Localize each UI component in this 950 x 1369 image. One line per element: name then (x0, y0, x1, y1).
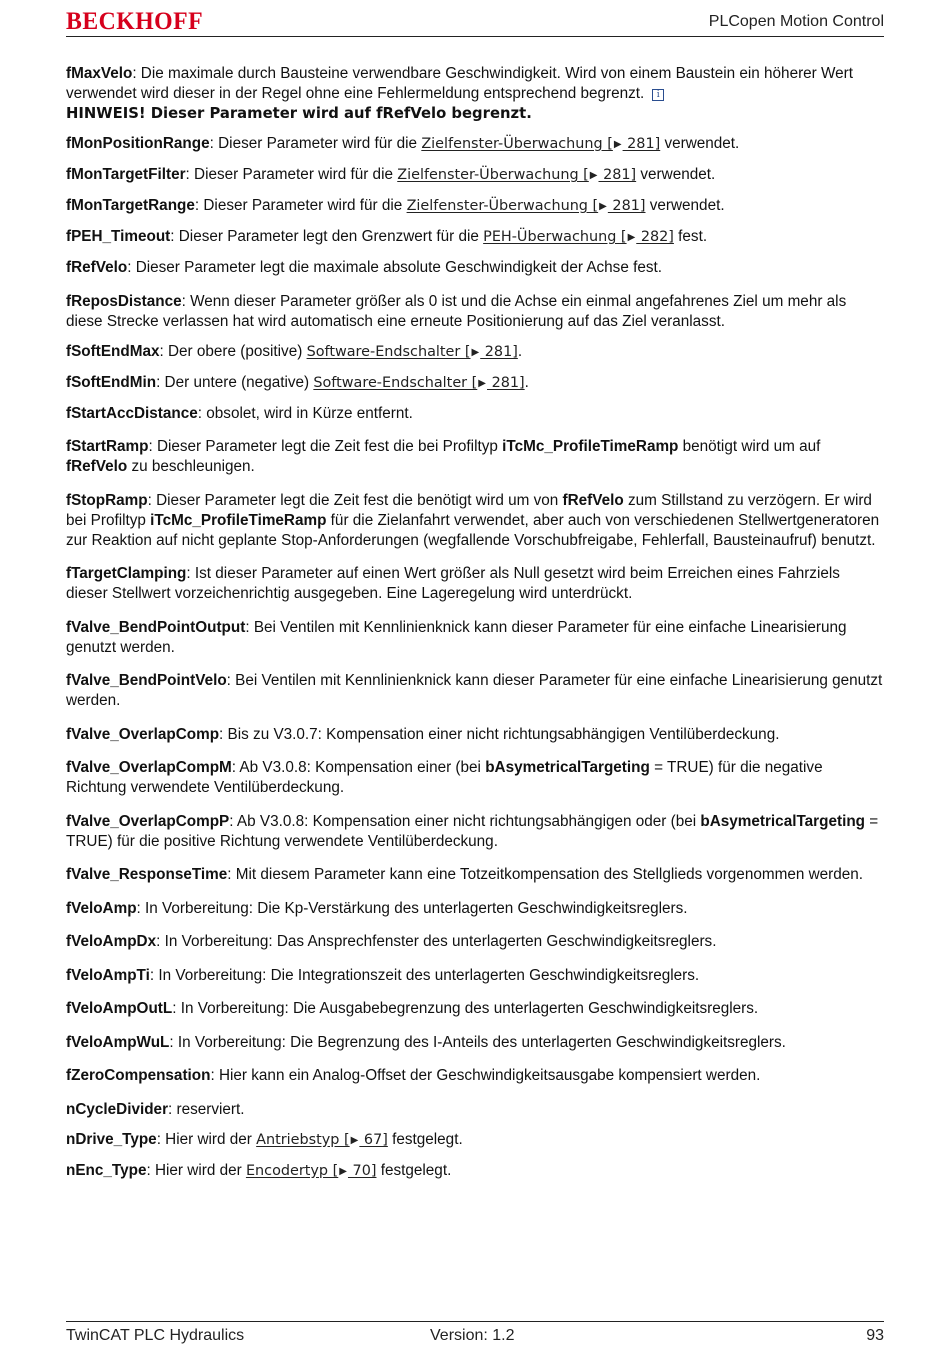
term: fValve_OverlapComp (66, 725, 220, 743)
term: fTargetClamping (66, 565, 187, 582)
description: : In Vorbereitung: Die Begrenzung des I-Anteils des unterlagerten Geschwindigkeitsreglers. (169, 1033, 786, 1051)
description: : Dieser Parameter legt den Grenzwert für die (170, 228, 484, 245)
description: : Die maximale durch Bausteine verwendbare Geschwindigkeit. Wird von einem Baustein ein höherer Wert verwendet wird dieser in der Regel ohne eine Fehlermeldung entsprechend begrenzt. (66, 65, 854, 102)
entry-fValve_OverlapCompP (66, 812, 884, 852)
term: fVeloAmpWuL (66, 1033, 170, 1051)
entry-fVeloAmpDx (66, 932, 884, 952)
cross-reference-link[interactable] (307, 344, 518, 360)
link-page: 282] (636, 229, 674, 245)
cross-reference-link[interactable] (256, 1132, 388, 1148)
entry-fMonPositionRange (66, 134, 884, 155)
term: fReposDistance (66, 292, 182, 310)
description: zu beschleunigen. (127, 458, 255, 475)
description: benötigt wird um auf (678, 438, 821, 455)
description-end: . (517, 342, 523, 360)
triangle-right-icon: ▶ (627, 232, 636, 243)
term: fVeloAmpOutL (66, 1000, 173, 1017)
term: fValve_ResponseTime (66, 866, 228, 883)
inline-term: fRefVelo (66, 458, 128, 475)
description: : Wenn dieser Parameter größer als 0 ist und die Achse ein einmal angefahrenes Ziel um mehr als diese Strecke verlassen hat wird automatisch eine erneute Positionierung auf das Ziel veranlasst. (66, 292, 847, 330)
entry-nDrive_Type (66, 1130, 884, 1151)
entry-fValve_ResponseTime (66, 865, 884, 885)
link-text: Zielfenster-Überwachung [ (421, 136, 613, 152)
triangle-right-icon: ▶ (350, 1134, 359, 1146)
description: : Bei Ventilen mit Kennlinienknick kann dieser Parameter für eine einfache Linearisierung genutzt werden. (66, 618, 847, 656)
entry-nEnc_Type (66, 1161, 884, 1182)
description: = TRUE) für die positive Richtung verwendete Ventilüberdeckung. (66, 812, 879, 850)
link-page: 281] (607, 198, 646, 214)
entry-fReposDistance (66, 292, 884, 332)
link-text: Encodertyp [ (245, 1162, 339, 1179)
description: : Dieser Parameter legt die maximale absolute Geschwindigkeit der Achse fest. (127, 259, 662, 276)
description-end: festgelegt. (376, 1161, 452, 1179)
description: = TRUE) für die negative Richtung verwendete Ventilüberdeckung. (66, 759, 823, 796)
term: fRefVelo (66, 259, 128, 276)
description: für die Zielanfahrt verwendet, aber auch von verschiedenen Stellwertgeneratoren zur Reaktion auf nicht geplante Stop-Anforderungen (wegfallende Vorschubfreigabe, Fehlerfall, Bausteinaufruf) benutzt. (66, 511, 880, 549)
term: fMaxVelo (66, 65, 133, 82)
term: fVeloAmp (66, 899, 137, 917)
description-end: verwendet. (636, 166, 716, 183)
term: fSoftEndMax (66, 342, 160, 360)
term: nCycleDivider (66, 1100, 169, 1118)
entry-fMonTargetFilter (66, 165, 884, 186)
link-page: 70] (347, 1162, 377, 1179)
link-text: Antriebstyp [ (256, 1131, 350, 1148)
description: : Der obere (positive) (159, 342, 307, 360)
entry-fMaxVelo (66, 64, 884, 124)
entry-fStopRamp (66, 491, 884, 551)
description-end: fest. (673, 228, 708, 245)
header-title: PLCopen Motion Control (708, 13, 884, 30)
entry-fValve_OverlapCompM (66, 758, 884, 798)
description: : Mit diesem Parameter kann eine Totzeitkompensation des Stellglieds vorgenommen werden. (227, 866, 863, 883)
term: fValve_OverlapCompP (66, 812, 230, 830)
entry-fValve_OverlapComp (66, 725, 884, 745)
term: fZeroCompensation (66, 1067, 211, 1084)
info-icon[interactable]: i (652, 89, 664, 101)
description: : Ab V3.0.8: Kompensation einer nicht richtungsabhängigen oder (bei (229, 812, 701, 830)
description: : In Vorbereitung: Die Ausgabebegrenzung des unterlagerten Geschwindigkeitsreglers. (172, 1000, 759, 1017)
link-page: 281] (487, 374, 525, 391)
entry-fPEH_Timeout (66, 227, 884, 248)
inline-term: bAsymetricalTargeting (485, 759, 650, 776)
term: fSoftEndMin (66, 373, 157, 391)
entry-fVeloAmpOutL (66, 999, 884, 1019)
term: fValve_BendPointOutput (66, 618, 246, 636)
hinweis-note: HINWEIS! Dieser Parameter wird auf fRefVelo begrenzt. (66, 105, 532, 122)
term: fMonTargetFilter (66, 166, 186, 183)
cross-reference-link[interactable] (313, 375, 524, 391)
link-text: Software-Endschalter [ (313, 374, 478, 391)
footer-version: Version: 1.2 (430, 1327, 515, 1344)
description-end: verwendet. (660, 135, 740, 152)
link-page: 281] (480, 343, 518, 360)
term: fValve_BendPointVelo (66, 672, 227, 689)
cross-reference-link[interactable] (421, 136, 660, 152)
inline-term: iTcMc_ProfileTimeRamp (150, 511, 327, 529)
inline-term: fRefVelo (562, 491, 624, 509)
footer-product: TwinCAT PLC Hydraulics (66, 1327, 245, 1344)
link-text: Zielfenster-Überwachung [ (397, 167, 589, 183)
triangle-right-icon: ▶ (471, 346, 480, 358)
description: : Dieser Parameter wird für die (194, 197, 407, 214)
parameter-list (66, 64, 884, 1192)
page-footer (66, 1321, 884, 1352)
page-number: 93 (866, 1327, 884, 1344)
description-end: festgelegt. (387, 1130, 463, 1148)
inline-term: iTcMc_ProfileTimeRamp (502, 438, 679, 455)
description: : Bis zu V3.0.7: Kompensation einer nicht richtungsabhängigen Ventilüberdeckung. (219, 725, 780, 743)
beckhoff-logo: BECKHOFF (66, 8, 204, 35)
description: : In Vorbereitung: Die Integrationszeit des unterlagerten Geschwindigkeitsreglers. (149, 966, 700, 984)
entry-fValve_BendPointVelo (66, 671, 884, 711)
cross-reference-link[interactable] (483, 229, 674, 245)
description: zum Stillstand zu verzögern. Er wird bei Profiltyp (66, 491, 872, 529)
entry-fVeloAmp (66, 899, 884, 919)
entry-fStartRamp (66, 437, 884, 477)
term: fValve_OverlapCompM (66, 759, 232, 776)
cross-reference-link[interactable] (407, 198, 646, 214)
entry-fMonTargetRange (66, 196, 884, 217)
link-page: 281] (598, 167, 637, 183)
entry-fRefVelo (66, 258, 884, 278)
link-text: Software-Endschalter [ (306, 343, 471, 360)
description: : Der untere (negative) (156, 373, 314, 391)
entry-fSoftEndMax (66, 342, 884, 363)
description: : Hier wird der (156, 1130, 257, 1148)
entry-fStartAccDistance (66, 404, 884, 424)
description-end: . (524, 373, 529, 391)
triangle-right-icon: ▶ (478, 377, 486, 389)
entry-fSoftEndMin (66, 373, 884, 394)
term: fStopRamp (66, 491, 148, 509)
link-text: Zielfenster-Überwachung [ (406, 198, 599, 214)
term: fStartRamp (66, 438, 149, 455)
description: : Hier wird der (146, 1161, 246, 1179)
description: : In Vorbereitung: Die Kp-Verstärkung des unterlagerten Geschwindigkeitsreglers. (136, 899, 688, 917)
description: : obsolet, wird in Kürze entfernt. (197, 404, 413, 422)
term: fVeloAmpTi (66, 966, 150, 984)
triangle-right-icon: ▶ (599, 201, 607, 212)
description: : Dieser Parameter legt die Zeit fest die bei Profiltyp (148, 438, 503, 455)
entry-nCycleDivider (66, 1100, 884, 1120)
entry-fValve_BendPointOutput (66, 618, 884, 658)
page-header (66, 6, 884, 37)
entry-fVeloAmpWuL (66, 1033, 884, 1053)
triangle-right-icon: ▶ (613, 139, 622, 150)
link-page: 281] (622, 136, 661, 152)
link-text: PEH-Überwachung [ (483, 229, 627, 245)
term: nDrive_Type (66, 1130, 157, 1148)
link-page: 67] (359, 1131, 388, 1148)
entry-fZeroCompensation (66, 1066, 884, 1086)
term: fStartAccDistance (66, 404, 198, 422)
description: : Bei Ventilen mit Kennlinienknick kann dieser Parameter für eine einfache Linearisierung genutzt werden. (66, 672, 883, 709)
cross-reference-link[interactable] (397, 167, 636, 183)
description: : Dieser Parameter legt die Zeit fest die benötigt wird um von (147, 491, 563, 509)
triangle-right-icon: ▶ (589, 170, 598, 181)
term: fMonPositionRange (66, 135, 210, 152)
description: : reserviert. (168, 1100, 245, 1118)
inline-term: bAsymetricalTargeting (700, 812, 866, 830)
entry-fTargetClamping (66, 564, 884, 604)
description-end: verwendet. (645, 197, 725, 214)
triangle-right-icon: ▶ (339, 1165, 347, 1177)
entry-fVeloAmpTi (66, 966, 884, 986)
description: : Dieser Parameter wird für die (209, 135, 422, 152)
term: fPEH_Timeout (66, 228, 171, 245)
term: nEnc_Type (66, 1161, 147, 1179)
term: fMonTargetRange (66, 197, 195, 214)
description: : In Vorbereitung: Das Ansprechfenster des unterlagerten Geschwindigkeitsreglers. (156, 933, 717, 950)
description: : Hier kann ein Analog-Offset der Geschwindigkeitsausgabe kompensiert werden. (210, 1067, 761, 1084)
description: : Ist dieser Parameter auf einen Wert größer als Null gesetzt wird beim Erreichen eines Fahrziels dieser Stellwert vorzeichenrichtig ausgegeben. Eine Lageregelung wird unterdrückt. (66, 565, 840, 602)
description: : Dieser Parameter wird für die (185, 166, 398, 183)
term: fVeloAmpDx (66, 933, 157, 950)
cross-reference-link[interactable] (246, 1163, 377, 1179)
description: : Ab V3.0.8: Kompensation einer (bei (231, 759, 486, 776)
